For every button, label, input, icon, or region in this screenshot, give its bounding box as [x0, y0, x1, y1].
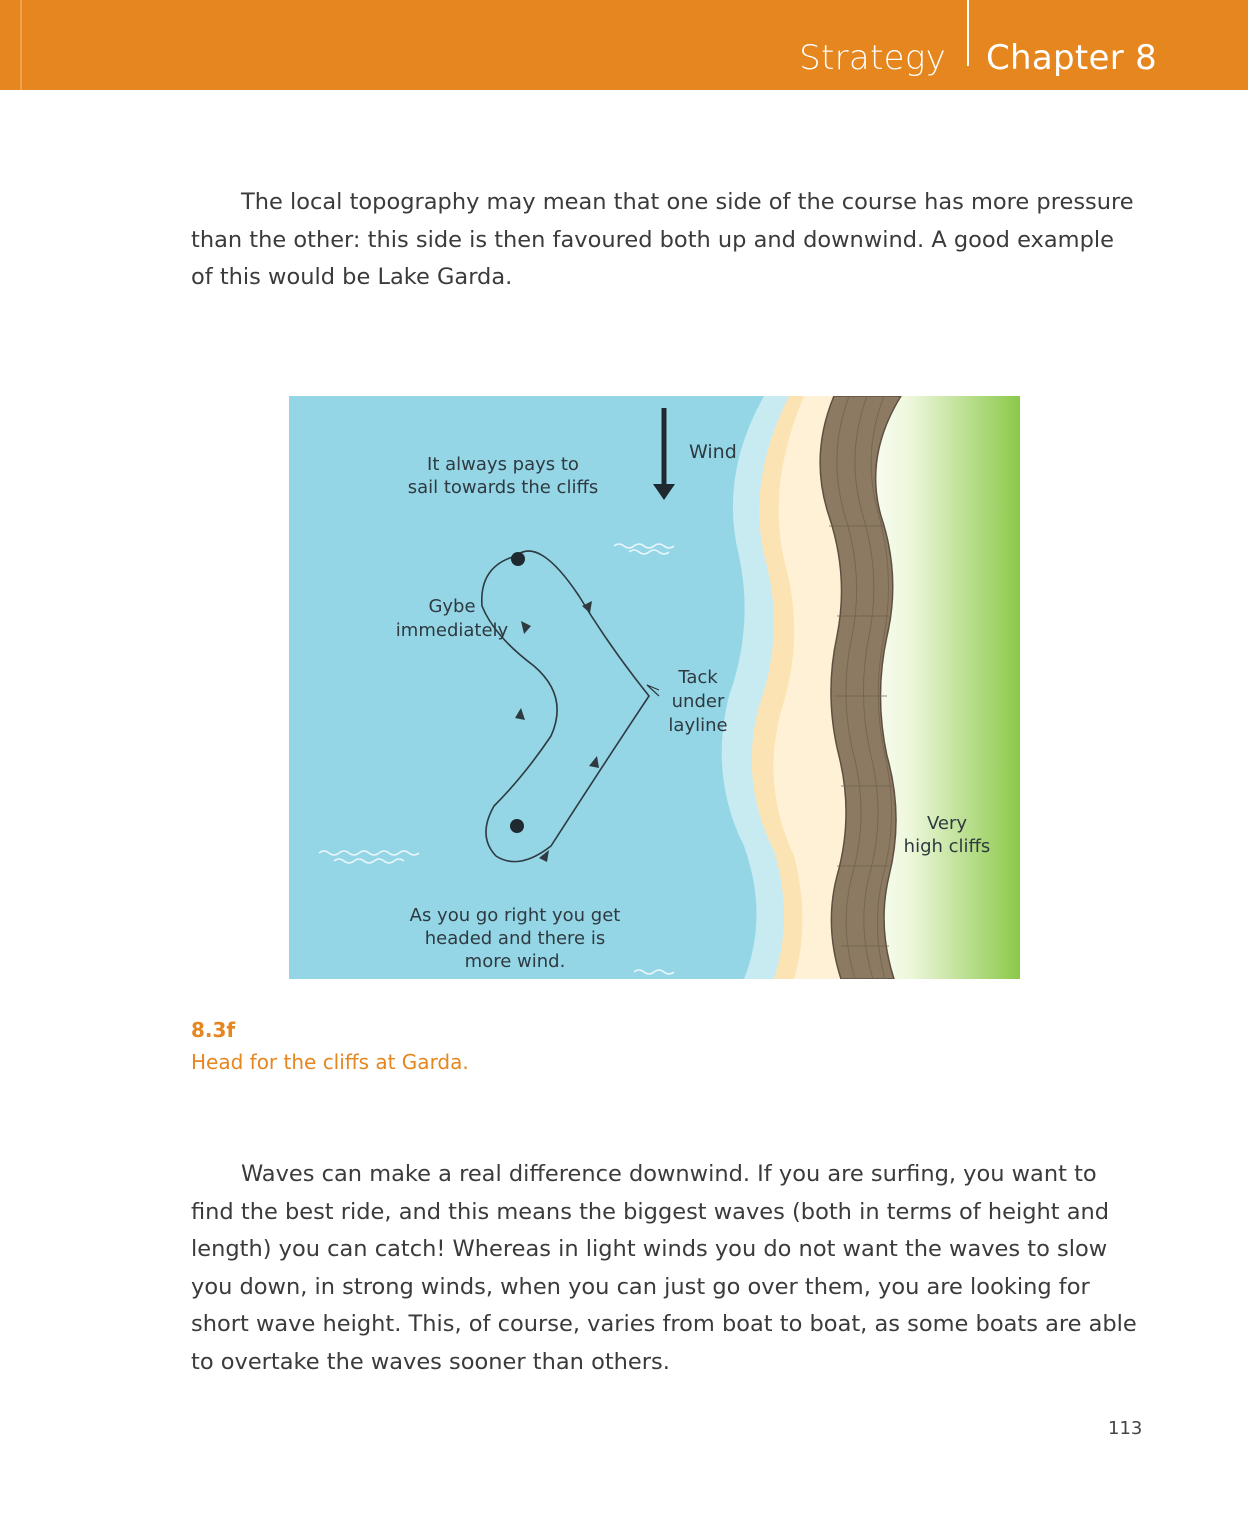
chapter-title: Chapter 8: [986, 38, 1158, 78]
wind-label: Wind: [689, 441, 737, 463]
cliffs-tip-line-1: It always pays to: [427, 454, 579, 475]
bottom-note-line-3: more wind.: [464, 951, 566, 972]
page-number: 113: [1108, 1418, 1143, 1439]
figure-number: 8.3f: [191, 1018, 236, 1042]
body-paragraph-2: Waves can make a real difference downwind. If you are surfing, you want to find the best ride, and this means the biggest waves (both in terms of height and length) you can catch! Whereas in light winds you do not want the waves to slow you down, in strong winds, when you can just go over them, you are looking for short wave height. This, of course, varies from boat to boat, as some boats are able to overtake the waves sooner than others.: [191, 1161, 1137, 1375]
tack-line-3: layline: [668, 715, 728, 736]
bottom-note-line-1: As you go right you get: [409, 905, 621, 926]
tack-line-2: under: [671, 691, 725, 712]
body-paragraph-1: The local topography may mean that one side of the course has more pressure than the other: this side is then favoured both up and downwind. A good example of this would be Lake Garda.: [191, 189, 1134, 290]
high-cliffs-line-1: Very: [926, 813, 968, 834]
section-title: Strategy: [799, 38, 946, 78]
bottom-mark: [510, 819, 524, 833]
top-mark: [511, 552, 525, 566]
header-edge-line: [20, 0, 22, 90]
gybe-line-2: immediately: [395, 620, 509, 641]
high-cliffs-line-2: high cliffs: [903, 836, 991, 857]
tack-line-1: Tack: [678, 667, 718, 688]
bottom-note-line-2: headed and there is: [424, 928, 606, 949]
figure-caption: Head for the cliffs at Garda.: [191, 1050, 469, 1074]
header-divider: [967, 0, 969, 66]
cliffs-tip-line-2: sail towards the cliffs: [407, 477, 599, 498]
page-header: [0, 0, 1248, 90]
garda-diagram: [289, 396, 1020, 979]
gybe-line-1: Gybe: [428, 596, 476, 617]
